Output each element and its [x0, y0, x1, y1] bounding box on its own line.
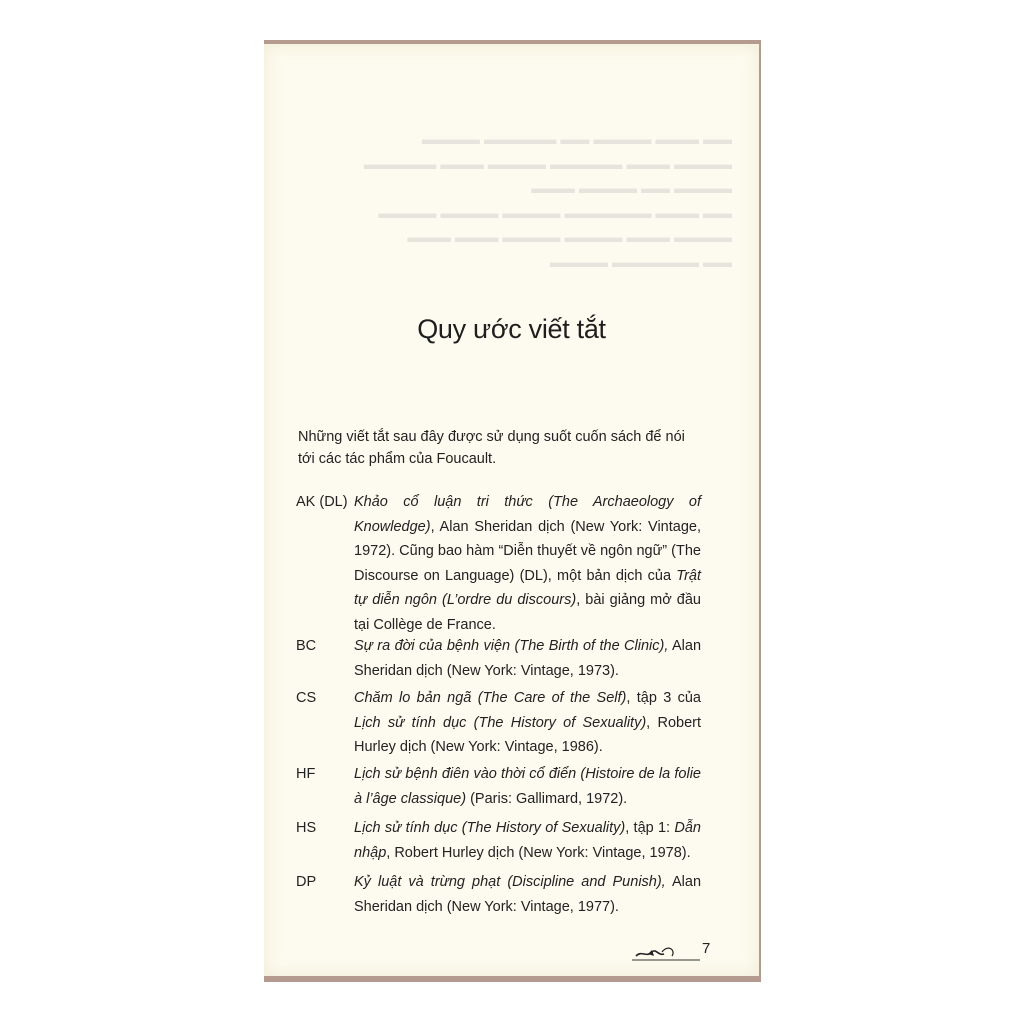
book-page	[264, 44, 759, 976]
entry-desc: Lịch sử bệnh điên vào thời cổ điển (Histoire de la folie à l’âge classique) (Paris: Gallimard, 1972).	[354, 766, 701, 807]
page-number: 7	[702, 940, 711, 957]
entry-abbr: AK (DL)	[296, 494, 348, 510]
entry-desc: Chăm lo bản ngã (The Care of the Self), tập 3 của Lịch sử tính dục (The History of Sexuality), Robert Hurley dịch (New York: Vintage, 1986).	[354, 690, 701, 755]
entry-desc: Lịch sử tính dục (The History of Sexuality), tập 1: Dẫn nhập, Robert Hurley dịch (New York: Vintage, 1978).	[354, 820, 701, 861]
entry-desc: Khảo cổ luận tri thức (The Archaeology of Knowledge), Alan Sheridan dịch (New York: Vintage, 1972). Cũng bao hàm “Diễn thuyết về ngôn ngữ” (The Discourse on Language) (DL), một bản dịch của Trật tự diễn ngôn (L’ordre du discours), bài giảng mở đầu tại Collège de France.	[354, 494, 701, 633]
entry-desc: Kỷ luật và trừng phạt (Discipline and Punish), Alan Sheridan dịch (New York: Vintage, 1977).	[354, 874, 702, 915]
entry-abbr: CS	[296, 690, 317, 706]
bleed-through-text: ▬▬ ▬▬▬ ▬▬▬▬ ▬▬ ▬▬▬▬▬ ▬▬▬▬ ▬▬▬▬ ▬▬▬ ▬▬▬▬▬ ▬▬▬▬ ▬▬▬ ▬▬▬▬▬ ▬▬▬▬ ▬▬ ▬▬▬▬ ▬▬▬ ▬▬ ▬▬▬ ▬▬▬▬▬▬ ▬▬▬▬ ▬▬▬▬ ▬▬▬▬ ▬▬▬▬ ▬▬▬ ▬▬▬▬ ▬▬▬▬ ▬▬▬ ▬▬▬ ▬▬ ▬▬▬▬▬▬ ▬▬▬▬	[363, 132, 732, 271]
page-title: Quy ước viết tắt	[417, 314, 606, 344]
entry-desc: Sự ra đời của bệnh viện (The Birth of the Clinic), Alan Sheridan dịch (New York: Vintage, 1973).	[354, 638, 702, 679]
intro-paragraph: Những viết tắt sau đây được sử dụng suốt cuốn sách để nói tới các tác phẩm của Foucault.	[298, 429, 685, 467]
entry-abbr: BC	[296, 638, 317, 654]
entry-abbr: HS	[296, 820, 317, 836]
entry-abbr: HF	[296, 766, 316, 782]
entry-abbr: DP	[296, 874, 317, 890]
